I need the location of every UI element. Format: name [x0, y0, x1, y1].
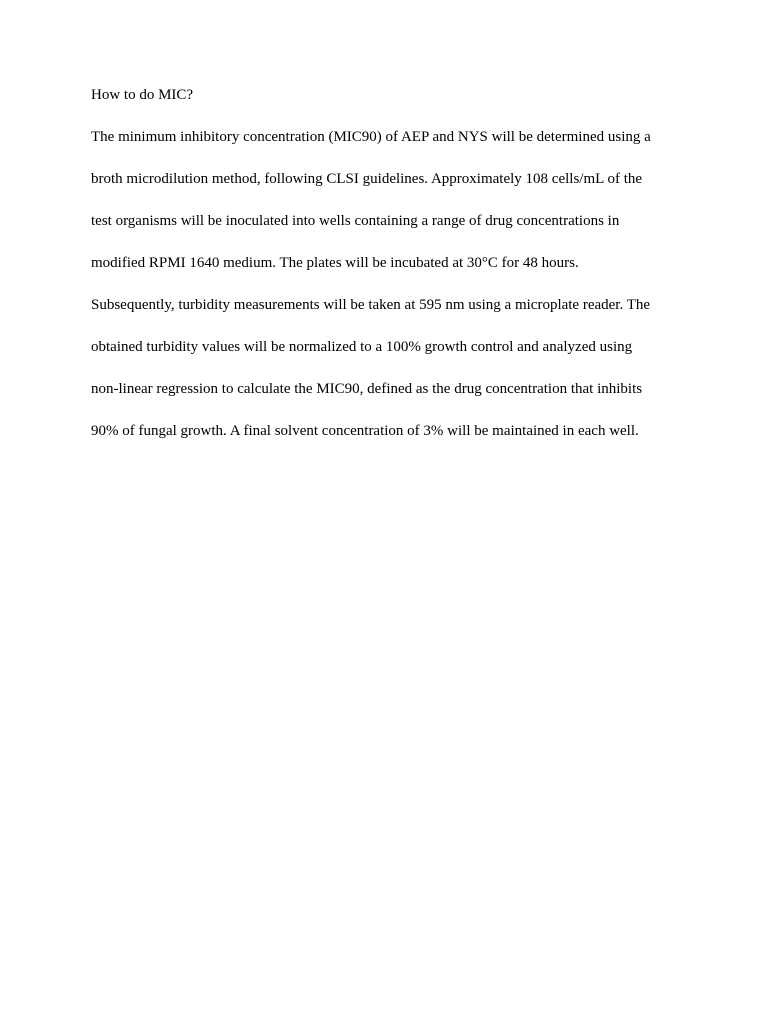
paragraph-line-4: modified RPMI 1640 medium. The plates will be incubated at 30°C for 48 hours. — [91, 255, 579, 271]
paragraph-line-6: obtained turbidity values will be normalized to a 100% growth control and analyzed using — [91, 339, 633, 355]
paragraph-line-1: The minimum inhibitory concentration (MIC90) of AEP and NYS will be determined using a — [91, 129, 651, 145]
paragraph-line-2: broth microdilution method, following CLSI guidelines. Approximately 108 cells/mL of the — [91, 171, 643, 187]
document-body — [91, 85, 691, 442]
paragraph-line-5: Subsequently, turbidity measurements will be taken at 595 nm using a microplate reader. The — [91, 297, 651, 313]
paragraph-line-7: non-linear regression to calculate the MIC90, defined as the drug concentration that inhibits — [91, 381, 643, 397]
paragraph-line-3: test organisms will be inoculated into wells containing a range of drug concentrations in — [91, 213, 620, 229]
document-heading: How to do MIC? — [91, 87, 194, 103]
document-paragraph — [91, 127, 691, 442]
paragraph-line-8: 90% of fungal growth. A final solvent concentration of 3% will be maintained in each well. — [91, 423, 639, 439]
